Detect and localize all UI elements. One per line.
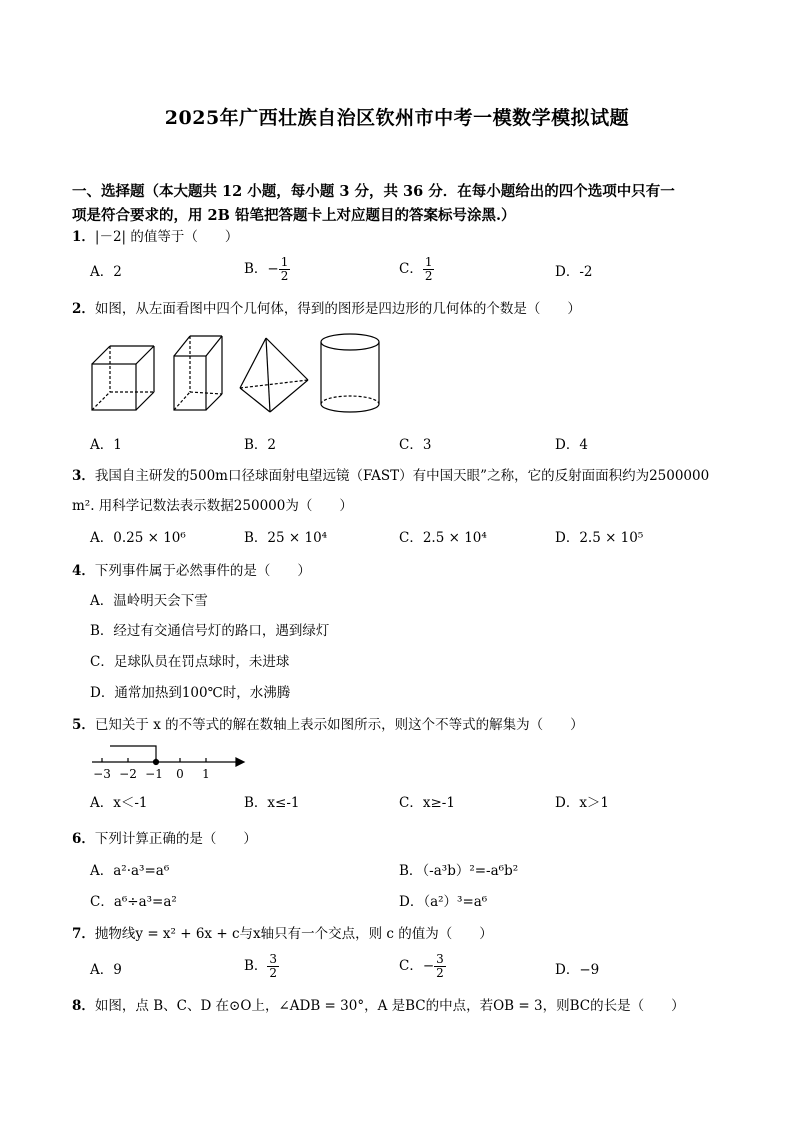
question-stem: 下列计算正确的是（ ） xyxy=(94,831,257,847)
question-4 xyxy=(72,561,311,581)
section-header-line1: 一、选择题（本大题共 12 小题，每小题 3 分，共 36 分．在每小题给出的四个选项中只有一 xyxy=(72,183,675,200)
q6-option-c: C．a⁶÷a³=a² xyxy=(90,894,177,910)
q7-option-c: C．− $\frac{3}{2}$ xyxy=(399,952,444,980)
q7-option-b: B． $\frac{3}{2}$ xyxy=(244,952,278,980)
q1-option-d: D．-2 xyxy=(555,264,593,280)
solution-ray xyxy=(110,746,156,762)
prism-shape xyxy=(174,336,222,410)
q1-option-a: A．2 xyxy=(90,264,122,280)
number-line-figure xyxy=(90,742,250,782)
q4-option-c: C．足球队员在罚点球时，未进球 xyxy=(90,654,290,670)
question-stem: 下列事件属于必然事件的是（ ） xyxy=(94,563,311,579)
question-number: 7． xyxy=(72,926,95,942)
q2-option-d: D．4 xyxy=(555,437,588,453)
section-header xyxy=(72,180,732,228)
q1-option-b: B．− $\frac{1}{2}$ xyxy=(244,255,289,283)
axis-label: −2 xyxy=(119,767,137,781)
q4-option-d: D．通常加热到100℃时，水沸腾 xyxy=(90,685,291,701)
q3-option-d: D．2.5 × 10⁵ xyxy=(555,530,644,546)
q3-option-a: A．0.25 × 10⁶ xyxy=(90,530,186,546)
question-6 xyxy=(72,829,257,849)
question-number: 8． xyxy=(72,998,95,1014)
cube-shape xyxy=(92,346,154,410)
q6-option-b: B．（-a³b）²=-a⁶b² xyxy=(399,863,519,879)
q4-option-b: B．经过有交通信号灯的路口，遇到绿灯 xyxy=(90,623,330,639)
q6-option-a: A．a²·a³=a⁶ xyxy=(90,863,170,879)
fraction: $\frac{1}{2}$ xyxy=(280,255,289,283)
question-number: 1． xyxy=(72,229,95,245)
question-stem: 如图，点 B、C、D 在⊙O上，∠ADB = 30°，A 是BC的中点，若OB = 3，则BC的长是（ ） xyxy=(94,998,685,1014)
q1-option-c: C． $\frac{1}{2}$ xyxy=(399,255,433,283)
q3-option-b: B．25 × 10⁴ xyxy=(244,530,328,546)
question-number: 3． xyxy=(72,468,95,484)
question-stem: 抛物线y = x² + 6x + c与x轴只有一个交点，则 c 的值为（ ） xyxy=(94,926,493,942)
q5-option-b: B．x≤-1 xyxy=(244,795,300,811)
q5-option-a: A．x＜-1 xyxy=(90,795,148,811)
question-stem: |－2| 的值等于（ ） xyxy=(94,229,239,245)
pyramid-shape xyxy=(240,338,308,412)
axis-label: −3 xyxy=(93,767,111,781)
fraction: $\frac{3}{2}$ xyxy=(269,952,278,980)
q4-option-a: A．温岭明天会下雪 xyxy=(90,593,208,609)
question-3 xyxy=(72,466,709,486)
axis-label: 0 xyxy=(176,767,184,781)
question-stem: 我国自主研发的500m口径球面射电望远镜（FAST）有中国天眼”之称，它的反射面面积约为2500000 xyxy=(94,468,710,484)
question-number: 2． xyxy=(72,301,95,317)
axis-label: 1 xyxy=(202,767,210,781)
q2-option-c: C．3 xyxy=(399,437,432,453)
q5-option-c: C．x≥-1 xyxy=(399,795,455,811)
fraction: $\frac{3}{2}$ xyxy=(436,952,444,980)
q2-option-a: A．1 xyxy=(90,437,122,453)
axis-arrow xyxy=(236,758,244,766)
question-7 xyxy=(72,924,493,944)
question-5 xyxy=(72,715,584,735)
section-header-line2: 项是符合要求的，用 2B 铅笔把答题卡上对应题目的答案标号涂黑.） xyxy=(72,207,516,224)
question-8 xyxy=(72,996,685,1016)
q2-option-b: B．2 xyxy=(244,437,277,453)
question-number: 4． xyxy=(72,563,95,579)
q7-option-d: D．−9 xyxy=(555,962,600,978)
question-number: 5． xyxy=(72,717,95,733)
question-3-line2: m². 用科学记数法表示数据250000为（ ） xyxy=(72,498,353,514)
axis-label: −1 xyxy=(145,767,163,781)
q7-option-a: A．9 xyxy=(90,962,122,978)
solution-point xyxy=(154,760,159,765)
page-title: 2025年广西壮族自治区钦州市中考一模数学模拟试题 xyxy=(164,107,630,129)
question-number: 6． xyxy=(72,831,95,847)
solids-figure xyxy=(90,332,390,414)
question-stem: 如图，从左面看图中四个几何体，得到的图形是四边形的几何体的个数是（ ） xyxy=(94,301,581,317)
q5-option-d: D．x＞1 xyxy=(555,795,610,811)
cylinder-shape xyxy=(321,334,379,412)
q3-option-c: C．2.5 × 10⁴ xyxy=(399,530,487,546)
question-stem: 已知关于 x 的不等式的解在数轴上表示如图所示，则这个不等式的解集为（ ） xyxy=(94,717,584,733)
fraction: $\frac{1}{2}$ xyxy=(424,255,433,283)
question-2 xyxy=(72,299,581,319)
question-1 xyxy=(72,227,238,247)
q6-option-d: D．（a²）³=a⁶ xyxy=(399,894,488,910)
